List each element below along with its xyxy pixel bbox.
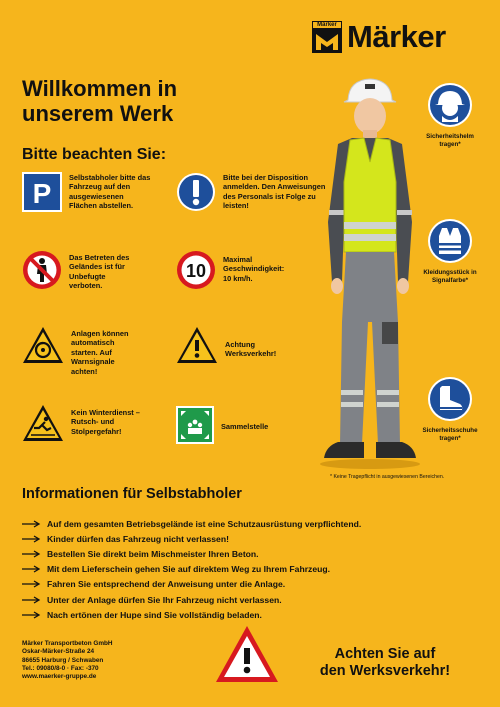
list-item	[22, 577, 361, 592]
list-item	[22, 516, 361, 531]
worker-figure	[310, 72, 430, 472]
company-address	[22, 640, 113, 681]
sign-text: Sammelstelle	[221, 422, 269, 431]
list-item	[22, 607, 361, 622]
list-item-text: Bestellen Sie direkt beim Mischmeister Ihren Beton.	[47, 548, 259, 559]
brand-logo	[312, 21, 446, 53]
list-item	[22, 592, 361, 607]
company-street: Oskar-Märker-Straße 24	[22, 648, 95, 656]
slogan-line-1: Achten Sie auf	[334, 646, 436, 662]
no-entry-icon	[22, 250, 62, 290]
page-title: Willkommen in unserem Werk	[22, 76, 178, 126]
sign-assembly-point	[176, 406, 291, 444]
slogan-line-2: den Werksverkehr!	[319, 663, 451, 679]
sign-text: Das Betreten des Geländes ist für Unbefugte verboten.	[69, 253, 130, 291]
ppe-label: Sicherheitsschuhe tragen*	[422, 427, 478, 442]
arrow-right-icon	[22, 596, 42, 604]
footnote: * Keine Tragepflicht in ausgewiesenen Bereichen.	[330, 474, 445, 480]
speed-limit-icon	[176, 250, 216, 290]
svg-text:P: P	[32, 178, 52, 209]
company-website[interactable]: www.maerker-gruppe.de	[22, 673, 97, 681]
list-item	[22, 531, 361, 546]
sign-text: Achtung Werksverkehr!	[225, 340, 277, 359]
ppe-label: Sicherheitshelm tragen*	[426, 133, 474, 148]
arrow-right-icon	[22, 520, 42, 528]
safety-boot-icon	[427, 376, 473, 422]
arrow-right-icon	[22, 611, 42, 619]
list-item-text: Kinder dürfen das Fahrzeug nicht verlassen!	[47, 533, 229, 544]
traffic-warning-icon	[214, 624, 280, 684]
section-subtitle: Bitte beachten Sie:	[22, 146, 167, 163]
list-item-text: Unter der Anlage dürfen Sie Ihr Fahrzeug nicht verlassen.	[47, 594, 282, 605]
sign-text: Kein Winterdienst – Rutsch- und Stolpergefahr!	[71, 408, 140, 436]
assembly-point-icon	[176, 406, 214, 444]
sign-automatic-start	[22, 326, 141, 376]
list-item-text: Fahren Sie entsprechend der Anweisung unter die Anlage.	[47, 579, 286, 590]
helmet-icon	[427, 82, 473, 128]
company-phone: Tel.: 09080/8-0 · Fax: -370	[22, 664, 99, 672]
sign-slippery	[22, 404, 149, 442]
brand-name: Märker	[347, 19, 446, 54]
automatic-start-warning-icon	[22, 326, 64, 364]
parking-icon	[22, 172, 62, 212]
info-icon	[176, 172, 216, 212]
ppe-boots	[420, 376, 480, 442]
arrow-right-icon	[22, 550, 42, 558]
traffic-slogan	[300, 646, 470, 680]
company-city: 86655 Harburg / Schwaben	[22, 656, 104, 664]
speed-limit-value: 10	[185, 261, 207, 281]
slippery-warning-icon	[22, 404, 64, 442]
company-name: Märker Transportbeton GmbH	[22, 640, 113, 647]
list-item-text: Mit dem Lieferschein gehen Sie auf direktem Weg zu Ihrem Fahrzeug.	[47, 564, 331, 575]
arrow-right-icon	[22, 535, 42, 543]
sign-text: Bitte bei der Disposition anmelden. Den Anweisungen des Personals ist Folge zu leisten!	[223, 173, 326, 211]
general-warning-icon	[176, 326, 218, 364]
list-item-text: Nach ertönen der Hupe sind Sie vollständig beladen.	[47, 609, 262, 620]
sign-no-entry	[22, 250, 139, 291]
sign-text: Anlagen können automatisch starten. Auf Warnsignale achten!	[71, 329, 129, 376]
sign-traffic-warning	[176, 326, 295, 364]
arrow-right-icon	[22, 565, 42, 573]
sign-text: Maximal Geschwindigkeit: 10 km/h.	[223, 255, 285, 283]
ppe-label: Kleidungsstück in Signalfarbe*	[423, 269, 477, 284]
hi-vis-vest-icon	[427, 218, 473, 264]
sign-info	[176, 172, 331, 212]
brand-mark-icon	[312, 21, 342, 53]
sign-text: Selbstabholer bitte das Fahrzeug auf den ausgewiesenen Flächen abstellen.	[69, 173, 151, 211]
list-item	[22, 546, 361, 561]
info-list	[22, 516, 361, 622]
list-item-text: Auf dem gesamten Betriebsgelände ist eine Schutzausrüstung verpflichtend.	[47, 518, 362, 529]
brand-mark-tag: Märker	[312, 21, 342, 29]
info-heading: Informationen für Selbstabholer	[22, 486, 242, 502]
ppe-vest	[420, 218, 480, 284]
list-item	[22, 562, 361, 577]
arrow-right-icon	[22, 580, 42, 588]
sign-speed-limit	[176, 250, 293, 290]
sign-parking	[22, 172, 151, 212]
ppe-helmet	[420, 82, 480, 148]
